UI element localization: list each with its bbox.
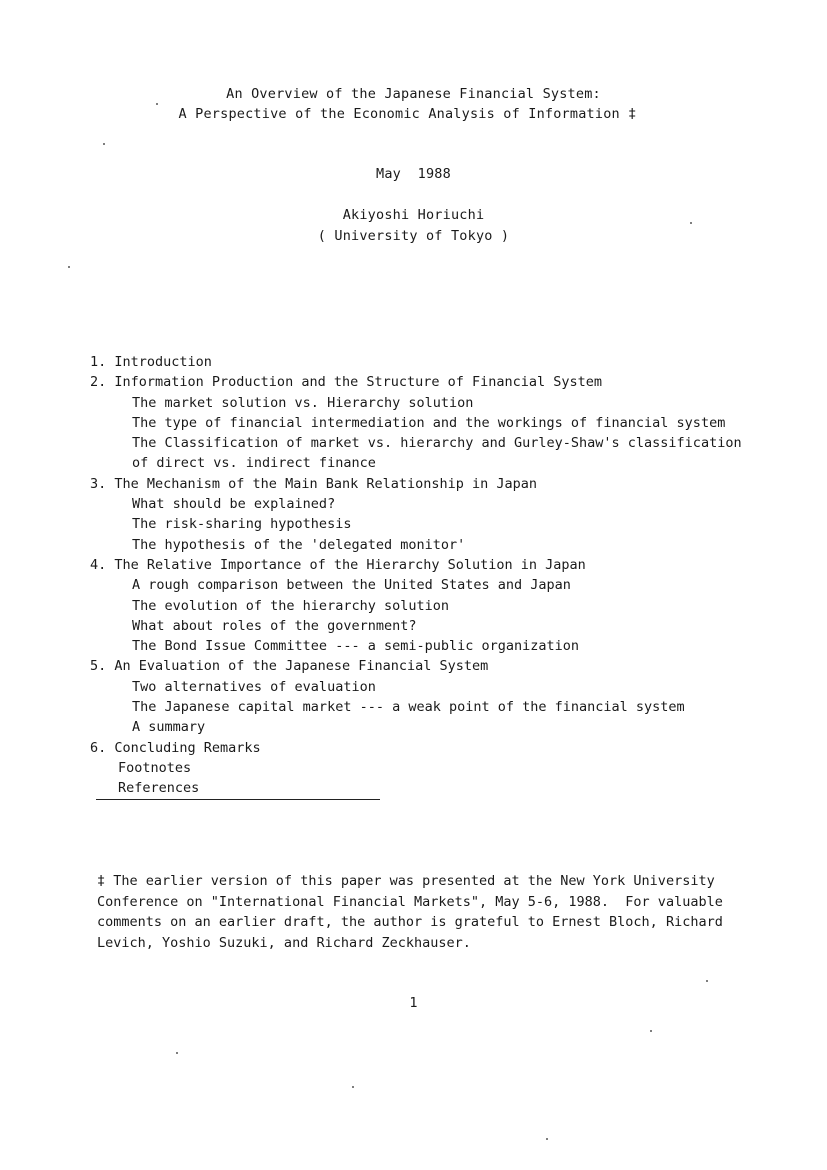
toc-subsection: Two alternatives of evaluation (132, 678, 376, 695)
scan-speck (103, 143, 105, 145)
toc-subsection: What about roles of the government? (132, 617, 417, 634)
scan-speck (352, 1086, 354, 1088)
footnote-line: Conference on "International Financial Markets", May 5-6, 1988. For valuable (97, 893, 723, 910)
toc-subsection: The Classification of market vs. hierarchy and Gurley-Shaw's classification (132, 435, 742, 452)
scan-speck (546, 1138, 548, 1140)
footnote (97, 871, 757, 953)
toc-section: 1. Introduction (90, 354, 212, 370)
toc-section: 4. The Relative Importance of the Hierarchy Solution in Japan (90, 556, 586, 573)
toc-subsection: The market solution vs. Hierarchy solution (132, 394, 474, 411)
toc-section: 6. Concluding Remarks (90, 739, 261, 756)
footnote-line: comments on an earlier draft, the author is grateful to Ernest Bloch, Richard (97, 914, 723, 930)
paper-date: May 1988 (376, 166, 451, 182)
paper-title: An Overview of the Japanese Financial System: (226, 86, 601, 102)
scan-speck (156, 103, 158, 105)
scan-speck (706, 980, 708, 982)
page-number: 1 (409, 995, 418, 1011)
toc-subsection: The hypothesis of the 'delegated monitor' (132, 536, 466, 553)
author-affiliation: ( University of Tokyo ) (317, 228, 510, 244)
toc-subsection: A rough comparison between the United States and Japan (132, 577, 571, 594)
toc-subsection: A summary (132, 719, 206, 736)
toc-subsection: The evolution of the hierarchy solution (132, 597, 449, 614)
toc-subsection: The Japanese capital market --- a weak point of the financial system (132, 699, 685, 716)
footnote-line: ‡ The earlier version of this paper was presented at the New York University (97, 873, 715, 889)
toc-section: 5. An Evaluation of the Japanese Financial System (90, 658, 489, 675)
toc-back-matter: References (118, 780, 200, 797)
toc-subsection: The Bond Issue Committee --- a semi-public organization (132, 638, 580, 655)
scan-speck (68, 266, 70, 268)
author-name: Akiyoshi Horiuchi (342, 207, 485, 223)
scan-speck (650, 1030, 652, 1032)
scan-speck (690, 222, 692, 224)
table-of-contents (90, 352, 770, 799)
toc-section: 2. Information Production and the Structure of Financial System (90, 374, 603, 391)
scan-speck (176, 1052, 178, 1054)
toc-subsection: The type of financial intermediation and the workings of financial system (132, 414, 726, 431)
toc-subsection: The risk-sharing hypothesis (132, 516, 352, 533)
toc-subsection: What should be explained? (132, 496, 336, 513)
footnote-line: Levich, Yoshio Suzuki, and Richard Zeckhauser. (97, 934, 471, 951)
footnote-divider (96, 799, 380, 800)
toc-back-matter: Footnotes (118, 759, 192, 776)
paper-subtitle: A Perspective of the Economic Analysis of Information ‡ (178, 106, 637, 122)
toc-section: 3. The Mechanism of the Main Bank Relationship in Japan (90, 475, 538, 492)
toc-subsection: of direct vs. indirect finance (132, 455, 376, 472)
